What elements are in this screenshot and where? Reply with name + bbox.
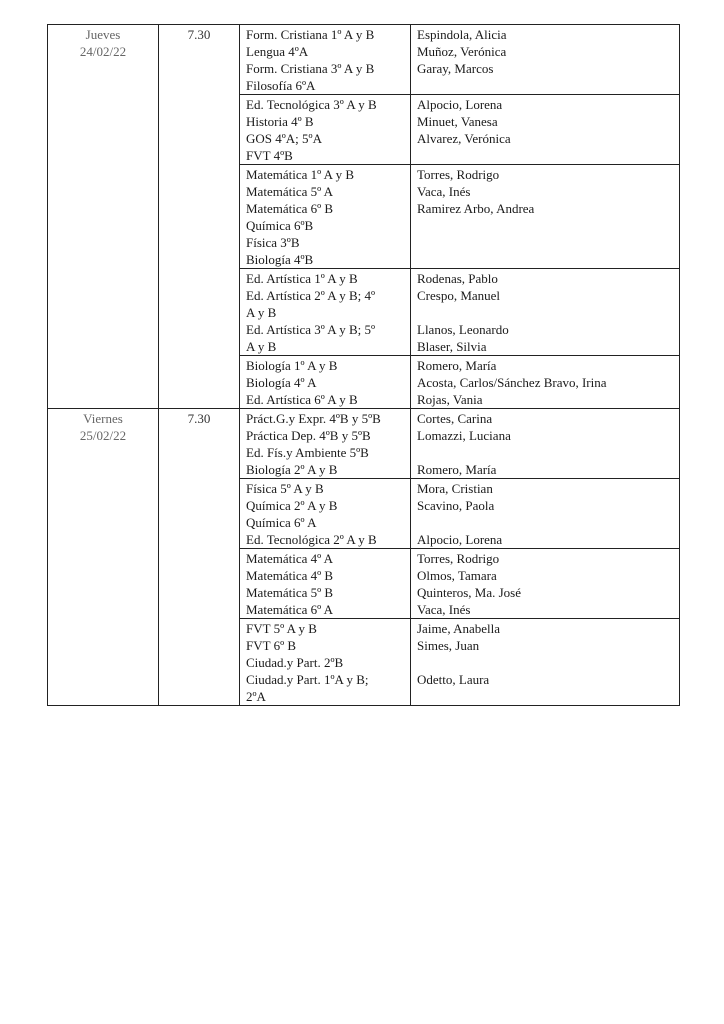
subject-line: Ed. Tecnológica 2º A y B <box>246 532 377 547</box>
time-value: 7.30 <box>187 411 211 426</box>
subject-line: Biología 1º A y B <box>246 358 338 373</box>
day-name: Viernes <box>83 411 123 426</box>
subjects-cell <box>240 269 411 356</box>
subject-line: Ed. Artística 2º A y B; 4º <box>246 288 376 303</box>
teacher-line: Alvarez, Verónica <box>417 131 511 146</box>
teacher-line <box>417 234 673 251</box>
teacher-line: Acosta, Carlos/Sánchez Bravo, Irina <box>417 375 607 390</box>
teacher-line: Quinteros, Ma. José <box>417 585 521 600</box>
subject-line: 2ºA <box>246 689 266 704</box>
subject-line: Biología 2º A y B <box>246 462 338 477</box>
subject-line: Ed. Fís.y Ambiente 5ºB <box>246 445 369 460</box>
day-name: Jueves <box>85 27 121 42</box>
schedule-body <box>48 25 680 706</box>
time-cell <box>159 409 240 706</box>
teacher-line: Muñoz, Verónica <box>417 44 507 59</box>
subject-line: Ciudad.y Part. 1ºA y B; <box>246 672 369 687</box>
teacher-line: Mora, Cristian <box>417 481 493 496</box>
teachers-cell <box>411 409 680 479</box>
teachers-cell <box>411 356 680 409</box>
teacher-line <box>417 147 673 164</box>
subject-line: A y B <box>246 339 277 354</box>
day-date: 24/02/22 <box>79 44 127 59</box>
teacher-line <box>417 444 673 461</box>
teacher-line: Vaca, Inés <box>417 184 471 199</box>
teacher-line: Jaime, Anabella <box>417 621 501 636</box>
subject-line: GOS 4ºA; 5ºA <box>246 131 322 146</box>
subject-line: FVT 4ºB <box>246 148 293 163</box>
subjects-cell <box>240 165 411 269</box>
teacher-line: Llanos, Leonardo <box>417 322 509 337</box>
subject-line: Lengua 4ºA <box>246 44 309 59</box>
teacher-line <box>417 688 673 705</box>
subject-line: Química 6º A <box>246 515 317 530</box>
subject-line: Matemática 6º B <box>246 201 334 216</box>
schedule-row <box>48 409 680 479</box>
teacher-line <box>417 77 673 94</box>
subject-line: Ed. Artística 3º A y B; 5º <box>246 322 376 337</box>
time-value: 7.30 <box>187 27 211 42</box>
day-cell <box>48 25 159 409</box>
teachers-cell <box>411 95 680 165</box>
subject-line: Ed. Tecnológica 3º A y B <box>246 97 377 112</box>
subject-line: Matemática 1º A y B <box>246 167 355 182</box>
subjects-cell <box>240 479 411 549</box>
teachers-cell <box>411 549 680 619</box>
day-date: 25/02/22 <box>79 428 127 443</box>
subject-line: Biología 4º A <box>246 375 317 390</box>
teacher-line: Romero, María <box>417 462 497 477</box>
schedule-table <box>47 24 680 706</box>
subject-line: Práct.G.y Expr. 4ºB y 5ºB <box>246 411 381 426</box>
subject-line: Física 5º A y B <box>246 481 324 496</box>
schedule-row <box>48 25 680 95</box>
subjects-cell <box>240 356 411 409</box>
subject-line: Ciudad.y Part. 2ºB <box>246 655 344 670</box>
teachers-cell <box>411 269 680 356</box>
time-cell <box>159 25 240 409</box>
subject-line: FVT 6º B <box>246 638 297 653</box>
subjects-cell <box>240 619 411 706</box>
teacher-line: Blaser, Silvia <box>417 339 487 354</box>
teacher-line <box>417 654 673 671</box>
subject-line: Matemática 5º A <box>246 184 334 199</box>
teacher-line: Rodenas, Pablo <box>417 271 498 286</box>
subjects-cell <box>240 409 411 479</box>
teacher-line: Odetto, Laura <box>417 672 490 687</box>
subject-line: Química 6ºB <box>246 218 314 233</box>
teacher-line: Cortes, Carina <box>417 411 493 426</box>
teacher-line: Espindola, Alicia <box>417 27 507 42</box>
subject-line: Historia 4º B <box>246 114 314 129</box>
subject-line: Ed. Artística 6º A y B <box>246 392 358 407</box>
subject-line: Física 3ºB <box>246 235 300 250</box>
subjects-cell <box>240 25 411 95</box>
subject-line: Práctica Dep. 4ºB y 5ºB <box>246 428 371 443</box>
teachers-cell <box>411 479 680 549</box>
teacher-line <box>417 251 673 268</box>
teacher-line: Torres, Rodrigo <box>417 551 500 566</box>
teacher-line: Simes, Juan <box>417 638 480 653</box>
teacher-line: Romero, María <box>417 358 497 373</box>
teacher-line: Minuet, Vanesa <box>417 114 498 129</box>
teacher-line: Olmos, Tamara <box>417 568 497 583</box>
subject-line: Form. Cristiana 1º A y B <box>246 27 375 42</box>
subject-line: Matemática 5º B <box>246 585 334 600</box>
teacher-line <box>417 217 673 234</box>
teacher-line: Rojas, Vania <box>417 392 483 407</box>
subjects-cell <box>240 549 411 619</box>
subjects-cell <box>240 95 411 165</box>
subject-line: Form. Cristiana 3º A y B <box>246 61 375 76</box>
teacher-line: Ramirez Arbo, Andrea <box>417 201 535 216</box>
teacher-line <box>417 514 673 531</box>
teacher-line: Crespo, Manuel <box>417 288 501 303</box>
subject-line: Matemática 4º A <box>246 551 334 566</box>
teacher-line: Lomazzi, Luciana <box>417 428 511 443</box>
teachers-cell <box>411 25 680 95</box>
teacher-line: Alpocio, Lorena <box>417 97 503 112</box>
teacher-line: Scavino, Paola <box>417 498 495 513</box>
teacher-line <box>417 304 673 321</box>
teacher-line: Torres, Rodrigo <box>417 167 500 182</box>
subject-line: A y B <box>246 305 277 320</box>
teacher-line: Alpocio, Lorena <box>417 532 503 547</box>
subject-line: Biología 4ºB <box>246 252 314 267</box>
subject-line: Matemática 4º B <box>246 568 334 583</box>
subject-line: Química 2º A y B <box>246 498 338 513</box>
subject-line: Matemática 6º A <box>246 602 334 617</box>
teachers-cell <box>411 165 680 269</box>
teachers-cell <box>411 619 680 706</box>
subject-line: Ed. Artística 1º A y B <box>246 271 358 286</box>
day-cell <box>48 409 159 706</box>
subject-line: Filosofía 6ºA <box>246 78 316 93</box>
teacher-line: Garay, Marcos <box>417 61 494 76</box>
teacher-line: Vaca, Inés <box>417 602 471 617</box>
subject-line: FVT 5º A y B <box>246 621 317 636</box>
